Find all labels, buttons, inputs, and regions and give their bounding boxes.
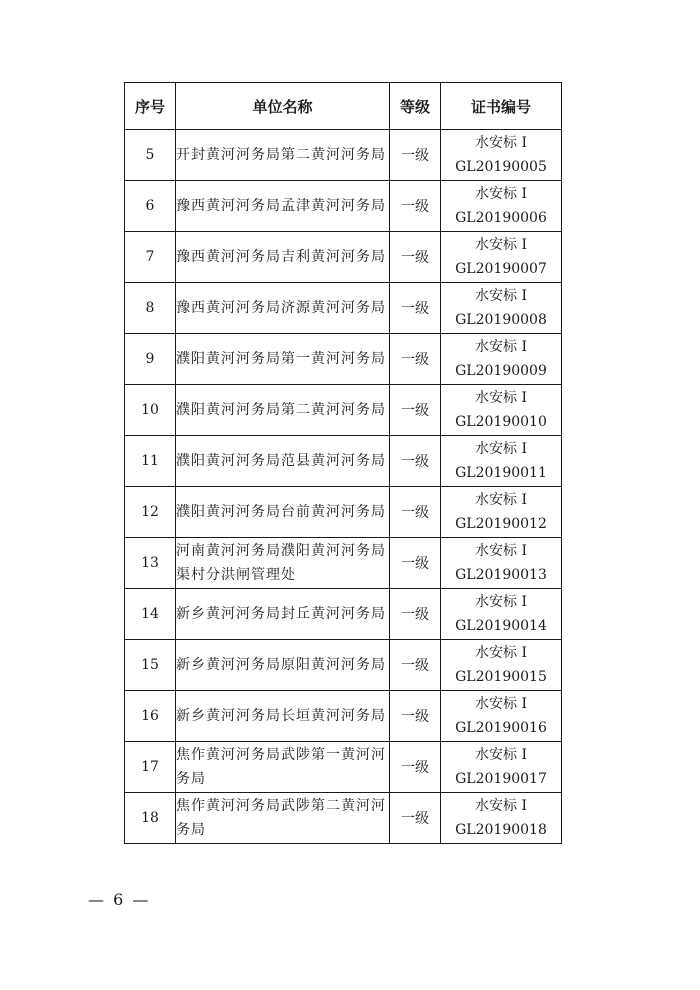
table-row [125, 232, 562, 283]
unit-name-cell: 河南黄河河务局濮阳黄河河务局渠村分洪闸管理处 [176, 538, 390, 589]
table-row [125, 334, 562, 385]
table-body [125, 130, 562, 844]
seq-cell: 5 [125, 130, 176, 181]
grade-cell: 一级 [390, 181, 441, 232]
cert-no-line2: GL20190011 [455, 465, 547, 481]
cert-no-cell [441, 538, 562, 589]
cert-no-line2: GL20190008 [455, 312, 547, 328]
cert-no-line2: GL20190010 [455, 414, 547, 430]
cert-no-line1: 水安标 I [475, 645, 527, 661]
table-row [125, 793, 562, 844]
cert-no-cell [441, 334, 562, 385]
unit-name-cell: 豫西黄河河务局孟津黄河河务局 [176, 181, 390, 232]
cert-no-line2: GL20190005 [455, 159, 547, 175]
table-row [125, 283, 562, 334]
unit-name-cell: 濮阳黄河河务局第二黄河河务局 [176, 385, 390, 436]
cert-no-line2: GL20190018 [455, 822, 547, 838]
unit-name-cell: 开封黄河河务局第二黄河河务局 [176, 130, 390, 181]
seq-cell: 9 [125, 334, 176, 385]
cert-no-cell [441, 232, 562, 283]
cert-no-line2: GL20190007 [455, 261, 547, 277]
table-row [125, 130, 562, 181]
cert-no-line1: 水安标 I [475, 390, 527, 406]
cert-no-line1: 水安标 I [475, 696, 527, 712]
seq-cell: 8 [125, 283, 176, 334]
grade-cell: 一级 [390, 283, 441, 334]
cert-no-line1: 水安标 I [475, 543, 527, 559]
cert-no-line2: GL20190014 [455, 618, 547, 634]
cert-no-cell [441, 487, 562, 538]
grade-cell: 一级 [390, 487, 441, 538]
unit-name-cell: 新乡黄河河务局长垣黄河河务局 [176, 691, 390, 742]
seq-cell: 13 [125, 538, 176, 589]
table-row [125, 742, 562, 793]
unit-name-cell: 焦作黄河河务局武陟第二黄河河务局 [176, 793, 390, 844]
grade-cell: 一级 [390, 691, 441, 742]
cert-no-line1: 水安标 I [475, 492, 527, 508]
seq-cell: 17 [125, 742, 176, 793]
cert-no-line1: 水安标 I [475, 747, 527, 763]
header-cert-no: 证书编号 [441, 83, 562, 130]
unit-name-cell: 新乡黄河河务局原阳黄河河务局 [176, 640, 390, 691]
unit-name-cell: 濮阳黄河河务局台前黄河河务局 [176, 487, 390, 538]
page-number: — 6 — [88, 890, 151, 909]
grade-cell: 一级 [390, 232, 441, 283]
header-unit-name: 单位名称 [176, 83, 390, 130]
cert-no-line1: 水安标 I [475, 288, 527, 304]
cert-no-cell [441, 130, 562, 181]
cert-no-line1: 水安标 I [475, 798, 527, 814]
cert-no-line2: GL20190012 [455, 516, 547, 532]
unit-name-cell: 新乡黄河河务局封丘黄河河务局 [176, 589, 390, 640]
grade-cell: 一级 [390, 538, 441, 589]
cert-no-cell [441, 640, 562, 691]
cert-no-line1: 水安标 I [475, 237, 527, 253]
unit-name-cell: 濮阳黄河河务局第一黄河河务局 [176, 334, 390, 385]
cert-no-line1: 水安标 I [475, 441, 527, 457]
header-grade: 等级 [390, 83, 441, 130]
cert-no-line1: 水安标 I [475, 339, 527, 355]
certificate-table [124, 82, 562, 844]
cert-no-cell [441, 742, 562, 793]
grade-cell: 一级 [390, 130, 441, 181]
cert-no-line2: GL20190015 [455, 669, 547, 685]
cert-no-line2: GL20190013 [455, 567, 547, 583]
cert-no-cell [441, 385, 562, 436]
table-row [125, 181, 562, 232]
seq-cell: 10 [125, 385, 176, 436]
table-row [125, 487, 562, 538]
seq-cell: 16 [125, 691, 176, 742]
grade-cell: 一级 [390, 640, 441, 691]
table-row [125, 385, 562, 436]
seq-cell: 6 [125, 181, 176, 232]
unit-name-cell: 濮阳黄河河务局范县黄河河务局 [176, 436, 390, 487]
cert-no-line2: GL20190017 [455, 771, 547, 787]
grade-cell: 一级 [390, 334, 441, 385]
table-header-row [125, 83, 562, 130]
table-row [125, 589, 562, 640]
cert-no-cell [441, 793, 562, 844]
cert-no-line2: GL20190016 [455, 720, 547, 736]
table-row [125, 640, 562, 691]
seq-cell: 12 [125, 487, 176, 538]
grade-cell: 一级 [390, 385, 441, 436]
seq-cell: 15 [125, 640, 176, 691]
table-row [125, 436, 562, 487]
cert-no-line1: 水安标 I [475, 186, 527, 202]
unit-name-cell: 焦作黄河河务局武陟第一黄河河务局 [176, 742, 390, 793]
cert-no-cell [441, 691, 562, 742]
cert-no-line1: 水安标 I [475, 135, 527, 151]
cert-no-line2: GL20190009 [455, 363, 547, 379]
seq-cell: 18 [125, 793, 176, 844]
grade-cell: 一级 [390, 793, 441, 844]
seq-cell: 11 [125, 436, 176, 487]
grade-cell: 一级 [390, 589, 441, 640]
cert-no-cell [441, 181, 562, 232]
header-seq: 序号 [125, 83, 176, 130]
grade-cell: 一级 [390, 742, 441, 793]
cert-no-cell [441, 283, 562, 334]
seq-cell: 14 [125, 589, 176, 640]
table-row [125, 691, 562, 742]
cert-no-cell [441, 436, 562, 487]
unit-name-cell: 豫西黄河河务局济源黄河河务局 [176, 283, 390, 334]
cert-no-line1: 水安标 I [475, 594, 527, 610]
cert-no-cell [441, 589, 562, 640]
cert-no-line2: GL20190006 [455, 210, 547, 226]
grade-cell: 一级 [390, 436, 441, 487]
unit-name-cell: 豫西黄河河务局吉利黄河河务局 [176, 232, 390, 283]
seq-cell: 7 [125, 232, 176, 283]
table-row [125, 538, 562, 589]
